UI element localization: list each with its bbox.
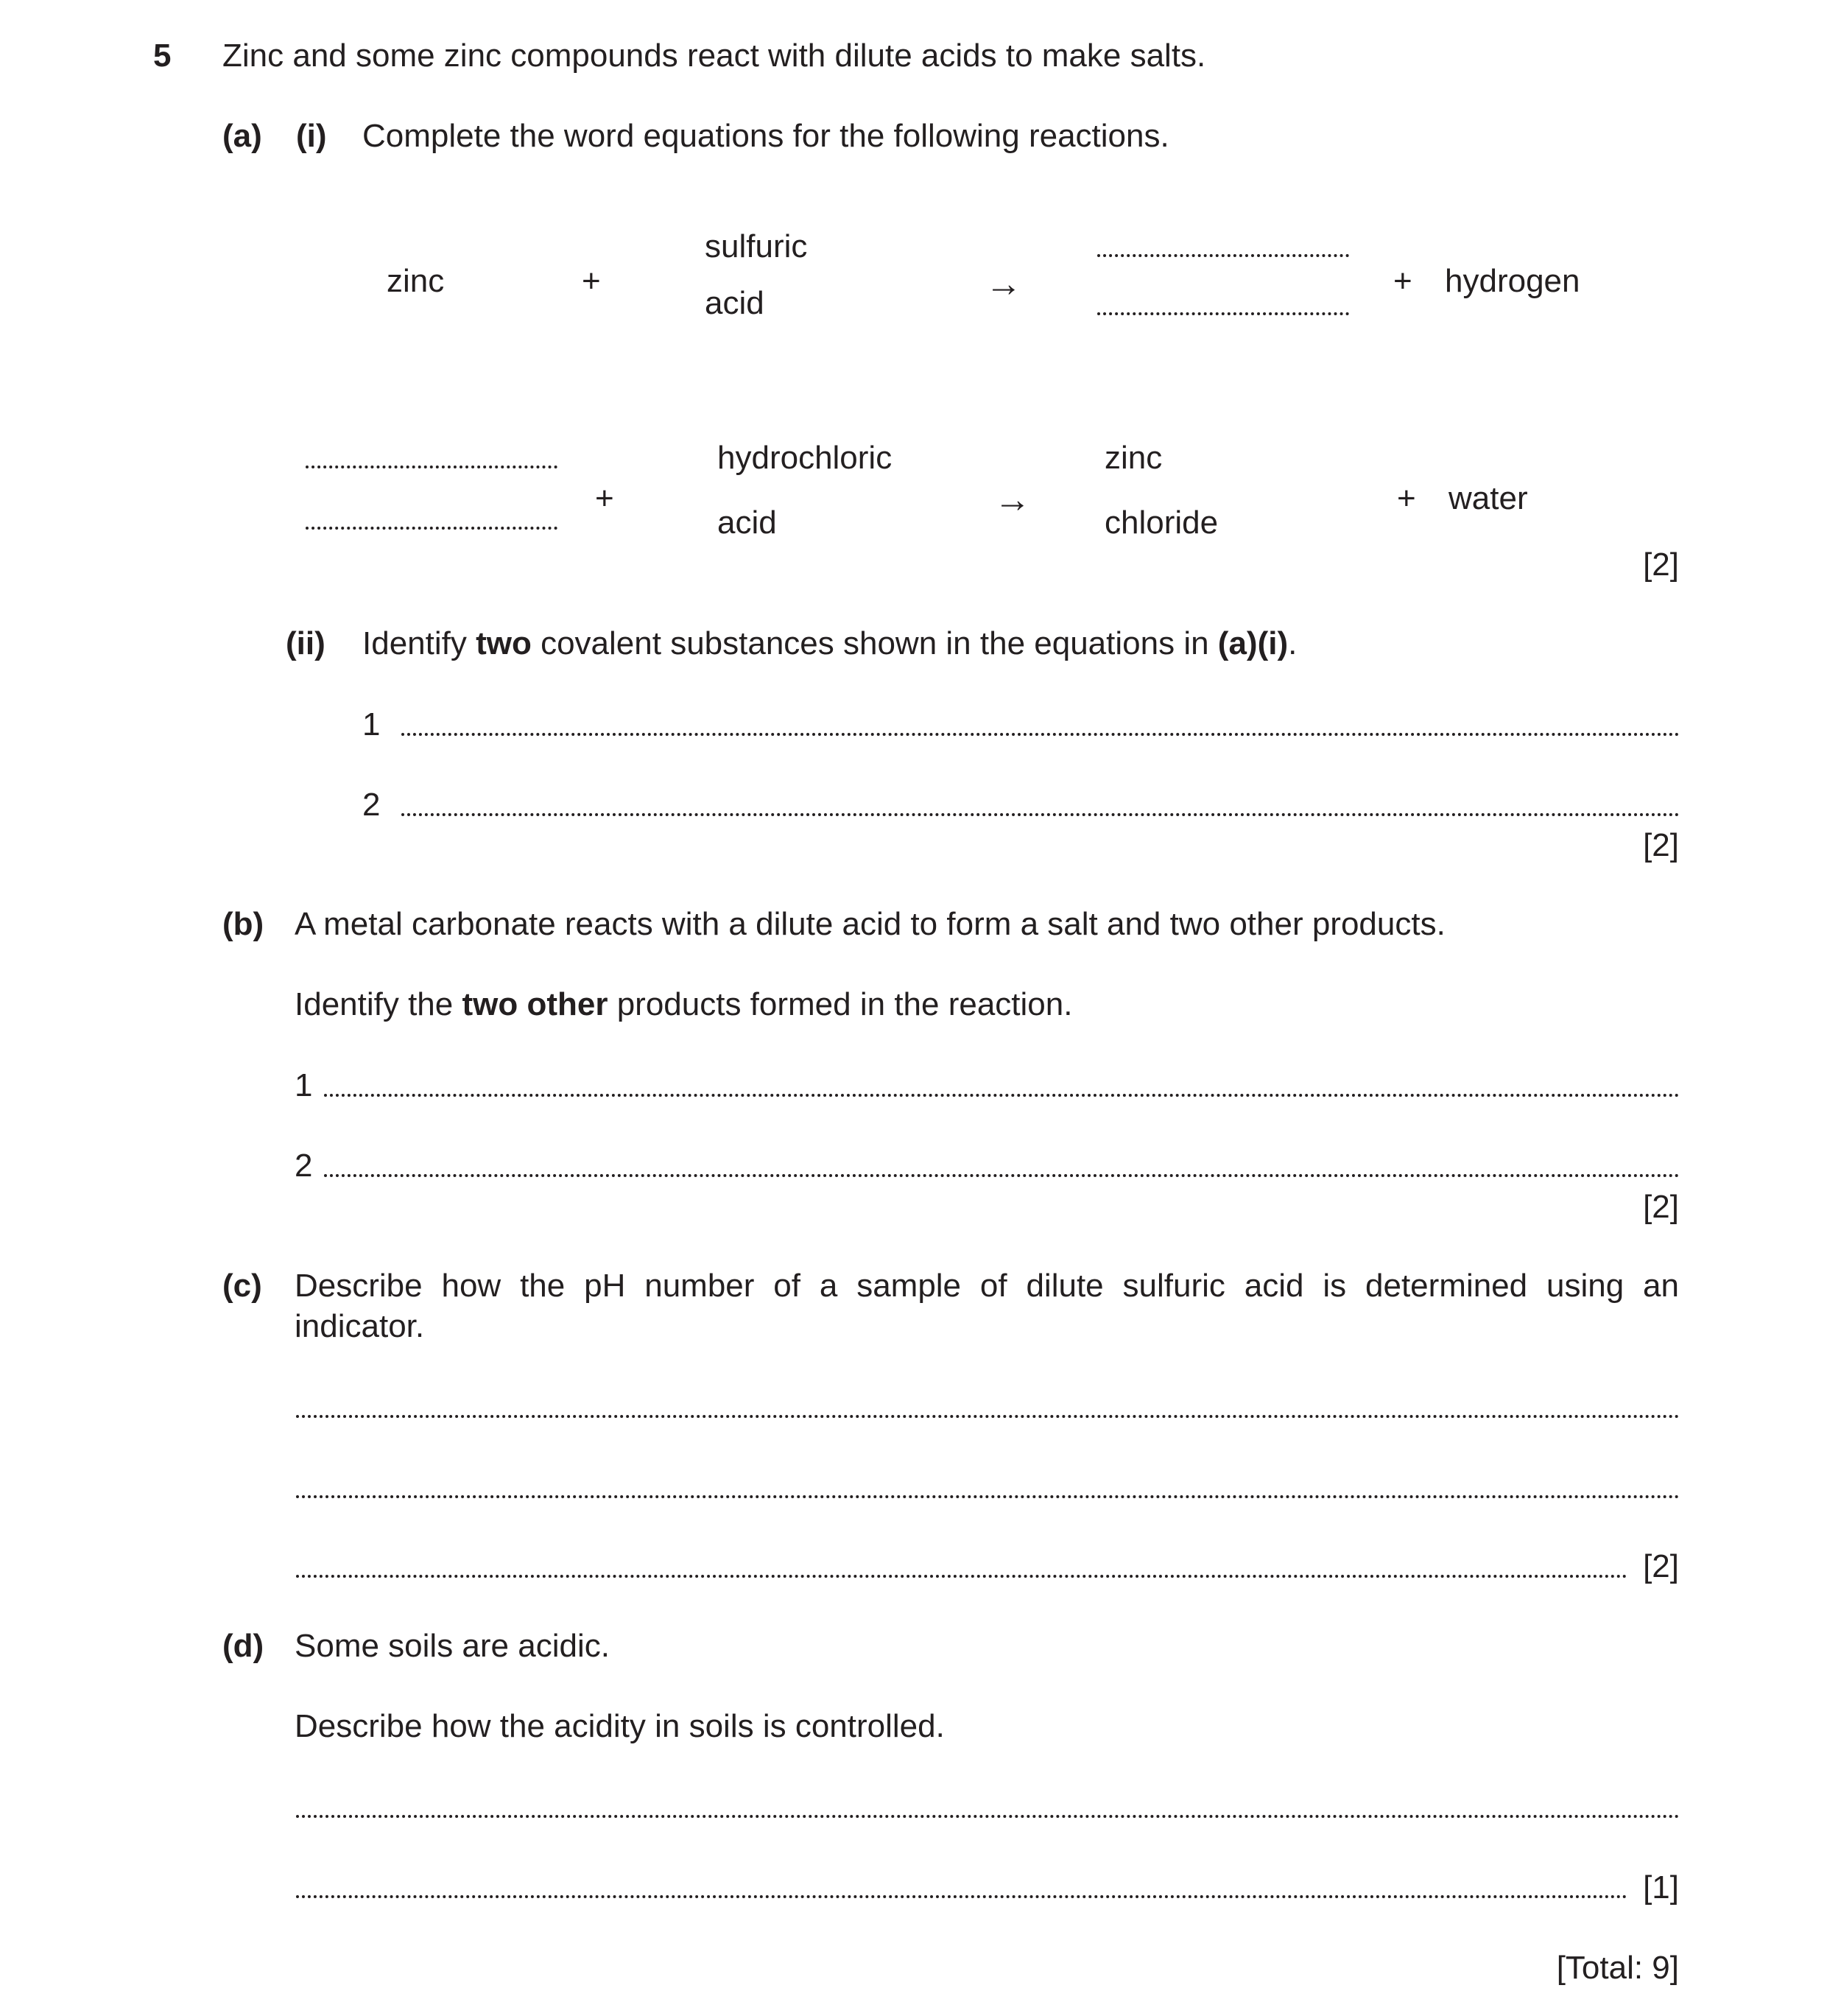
- part-a-i-prompt: Complete the word equations for the following reactions.: [362, 118, 1169, 154]
- eq2-arrow: →: [994, 479, 1031, 520]
- part-a-ii-answer-line-2[interactable]: [401, 813, 1680, 816]
- part-d-marks: [1]: [1643, 1869, 1679, 1906]
- eq1-plus-2: +: [1393, 263, 1412, 299]
- part-d-prompt: Describe how the acidity in soils is controlled.: [295, 1708, 945, 1744]
- eq1-answer-line-1[interactable]: [1097, 254, 1349, 257]
- eq2-acid: acid: [717, 505, 777, 541]
- part-a-ii-line-2-label: 2: [362, 787, 381, 823]
- part-c-marks: [2]: [1643, 1548, 1679, 1584]
- eq2-plus-2: +: [1397, 480, 1416, 516]
- question-total: [Total: 9]: [1556, 1950, 1679, 1986]
- part-a-ii-line-1-label: 1: [362, 706, 381, 742]
- question-intro: Zinc and some zinc compounds react with dilute acids to make salts.: [222, 38, 1206, 74]
- eq2-answer-line-2[interactable]: [306, 527, 557, 530]
- eq1-zinc: zinc: [387, 263, 445, 299]
- eq1-plus-1: +: [582, 263, 601, 299]
- part-a-label: (a): [222, 118, 262, 154]
- part-d-answer-line-2[interactable]: [296, 1895, 1627, 1898]
- eq1-answer-line-2[interactable]: [1097, 312, 1349, 315]
- part-a-ii-marks: [2]: [1643, 827, 1679, 863]
- eq1-sulfuric: sulfuric: [705, 228, 808, 264]
- part-b-line-2-label: 2: [295, 1148, 313, 1184]
- eq2-chloride: chloride: [1105, 505, 1219, 541]
- part-a-i-marks: [2]: [1643, 547, 1679, 583]
- eq2-zinc: zinc: [1105, 440, 1163, 476]
- part-b-answer-line-2[interactable]: [324, 1174, 1680, 1177]
- part-c-text-line-2: indicator.: [295, 1308, 425, 1344]
- part-b-label: (b): [222, 906, 264, 942]
- part-c-text-line-1: Describe how the pH number of a sample of dilute sulfuric acid is determined using an: [295, 1268, 1679, 1304]
- part-a-i-label: (i): [296, 118, 327, 154]
- part-c-answer-line-3[interactable]: [296, 1575, 1627, 1578]
- eq2-water: water: [1448, 480, 1528, 516]
- part-c-label: (c): [222, 1268, 262, 1304]
- eq1-arrow: →: [985, 263, 1022, 304]
- part-d-label: (d): [222, 1628, 264, 1664]
- part-d-text: Some soils are acidic.: [295, 1628, 610, 1664]
- part-b-line-1-label: 1: [295, 1067, 313, 1103]
- part-a-ii-prompt: Identify two covalent substances shown in the equations in (a)(i).: [362, 625, 1298, 661]
- part-a-ii-answer-line-1[interactable]: [401, 733, 1680, 736]
- part-b-marks: [2]: [1643, 1189, 1679, 1225]
- part-d-answer-line-1[interactable]: [296, 1815, 1680, 1818]
- question-number: 5: [153, 38, 172, 74]
- eq1-acid: acid: [705, 285, 764, 321]
- part-b-text: A metal carbonate reacts with a dilute acid to form a salt and two other products.: [295, 906, 1446, 942]
- eq1-hydrogen: hydrogen: [1445, 263, 1580, 299]
- eq2-hydrochloric: hydrochloric: [717, 440, 893, 476]
- part-c-answer-line-2[interactable]: [296, 1495, 1680, 1498]
- eq2-answer-line-1[interactable]: [306, 466, 557, 468]
- part-c-answer-line-1[interactable]: [296, 1415, 1680, 1418]
- part-b-answer-line-1[interactable]: [324, 1094, 1680, 1097]
- part-b-prompt: Identify the two other products formed in the reaction.: [295, 986, 1073, 1022]
- part-a-ii-label: (ii): [286, 625, 325, 661]
- eq2-plus-1: +: [595, 480, 614, 516]
